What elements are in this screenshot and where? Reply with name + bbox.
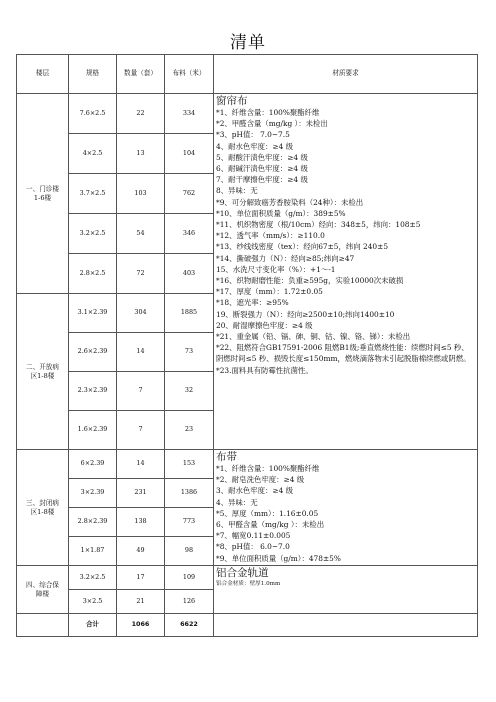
page-title: 清单 [230, 33, 266, 53]
material-line: *1、纤维含量：100%聚酯纤维 [216, 464, 320, 473]
material-line: 6、甲醛含量（mg/kg ）：未检出 [216, 520, 325, 530]
spec-cell: 3.2×2.5 [69, 214, 117, 254]
inventory-table [16, 54, 478, 637]
spec-cell: 3.7×2.5 [69, 174, 117, 214]
material-line: 4、异味：无 [216, 497, 258, 507]
floor-cell-open-ward: 二、开放病 区1-8楼 [17, 294, 69, 450]
spec-cell: 1×1.87 [69, 537, 117, 566]
material-line: *21、重金属（铅、镉、砷、铜、钴、镍、铬、锑）：未检出 [216, 332, 411, 342]
rail-material-requirements [214, 566, 478, 614]
fabric-cell: 1885 [165, 294, 214, 333]
material-line: 20、耐湿摩擦色牢度：≥4 级 [216, 320, 313, 330]
header-spec: 规格 [69, 55, 117, 94]
material-line: 5、耐酸汗渍色牢度：≥4 级 [216, 152, 308, 162]
material-line: *2、耐皂洗色牢度：≥4 级 [216, 475, 305, 485]
strap-heading: 布带 [216, 451, 237, 463]
material-line: 铝合金材质：壁厚1.0mm [216, 581, 281, 587]
spec-cell: 4×2.5 [69, 134, 117, 174]
qty-cell: 14 [117, 333, 165, 372]
fabric-cell: 23 [165, 411, 214, 450]
spec-cell: 2.8×2.5 [69, 254, 117, 294]
spec-cell: 7.6×2.5 [69, 94, 117, 134]
fabric-cell: 126 [165, 590, 214, 614]
fabric-cell: 1386 [165, 479, 214, 508]
header-fabric: 布料（米） [165, 55, 214, 94]
spec-cell: 2.8×2.39 [69, 508, 117, 537]
material-line: 8、异味：无 [216, 186, 258, 196]
qty-cell: 231 [117, 479, 165, 508]
material-line: 15、水洗尺寸变化率（%）：+1～-1 [216, 264, 336, 274]
material-line: *17、厚度（mm）：1.72±0.05 [216, 287, 323, 297]
material-line: *2、甲醛含量（mg/kg ）：未检出 [216, 119, 328, 129]
material-line: *10、单位面积质量（g/m）：389±5% [216, 208, 346, 218]
total-fabric: 6622 [165, 614, 214, 637]
curtain-heading: 窗帘布 [216, 95, 248, 107]
material-line: *3、pH值： 7.0~7.5 [216, 130, 290, 140]
fabric-cell: 334 [165, 94, 214, 134]
material-line: *9、可分解致癌芳香胺染料（24种）：未检出 [216, 197, 364, 207]
material-line: *18、遮光率：≥95% [216, 298, 289, 308]
qty-cell: 304 [117, 294, 165, 333]
spec-cell: 2.3×2.39 [69, 372, 117, 411]
material-line: *23.面料具有防霉性抗菌性。 [216, 365, 313, 375]
material-line: 6、耐碱汗渍色牢度：≥4 级 [216, 164, 308, 174]
qty-cell: 7 [117, 372, 165, 411]
fabric-cell: 104 [165, 134, 214, 174]
qty-cell: 72 [117, 254, 165, 294]
material-line: 7、耐干摩擦色牢度：≥4 级 [216, 175, 308, 185]
header-material: 材质要求 [214, 55, 478, 94]
table-row [17, 450, 478, 479]
total-qty: 1066 [117, 614, 165, 637]
table-row [17, 94, 478, 134]
total-label: 合计 [69, 614, 117, 637]
material-line: 19、断裂强力（N）：经向≥2500±10;纬向1400±10 [216, 309, 395, 319]
material-line: *14、撕破强力（N）：经向≥85;纬向≥47 [216, 253, 355, 263]
floor-cell-outpatient: 一、门诊楼 1-6楼 [17, 94, 69, 294]
material-line: *13、纱线线密度（tex）：经向67±5，纬向 240±5 [216, 242, 389, 252]
fabric-cell: 773 [165, 508, 214, 537]
spec-cell: 3.2×2.5 [69, 566, 117, 590]
qty-cell: 21 [117, 590, 165, 614]
fabric-cell: 762 [165, 174, 214, 214]
qty-cell: 138 [117, 508, 165, 537]
material-line: *7、幅宽0.11±0.005 [216, 531, 291, 541]
material-line: 4、耐水色牢度：≥4 级 [216, 141, 294, 151]
material-line: 3、耐水色牢度：≥4 级 [216, 486, 294, 496]
spec-cell: 6×2.39 [69, 450, 117, 479]
spec-cell: 3×2.39 [69, 479, 117, 508]
spec-cell: 3.1×2.39 [69, 294, 117, 333]
material-line: *16、织物耐磨性能：负重≥595g，实验10000次未破损 [216, 276, 404, 286]
curtain-material-requirements [214, 94, 478, 450]
fabric-cell: 403 [165, 254, 214, 294]
qty-cell: 49 [117, 537, 165, 566]
qty-cell: 17 [117, 566, 165, 590]
qty-cell: 54 [117, 214, 165, 254]
material-line: *12、透气率（mm/s）：≥110.0 [216, 231, 325, 241]
total-row [17, 614, 478, 637]
floor-cell-support-building: 四、综合保 障楼 [17, 566, 69, 614]
header-row [17, 55, 478, 94]
fabric-cell: 109 [165, 566, 214, 590]
qty-cell: 7 [117, 411, 165, 450]
total-material-empty [214, 614, 478, 637]
material-line: *8、pH值： 6.0~7.0 [216, 542, 290, 552]
rail-heading: 铝合金轨道 [216, 567, 269, 579]
fabric-cell: 73 [165, 333, 214, 372]
header-floor: 楼层 [17, 55, 69, 94]
material-line: *11、机织物密度（根/10cm）经向：348±5，纬向：108±5 [216, 220, 421, 230]
fabric-cell: 32 [165, 372, 214, 411]
material-line: *22、阻燃符合GB17591-2006 阻燃B1级;垂直燃烧性能：续燃时间≤5 秒、阴燃时间≤5 秒、损毁长度≤150mm，燃烧滴落物未引起脱脂棉续燃或阴燃。 [216, 343, 471, 364]
qty-cell: 22 [117, 94, 165, 134]
material-line: *9、单位面积质量（g/m）：478±5% [216, 553, 341, 563]
fabric-cell: 98 [165, 537, 214, 566]
spec-cell: 3×2.5 [69, 590, 117, 614]
floor-cell-closed-ward: 三、封闭病 区1-8楼 [17, 450, 69, 566]
material-line: *5、厚度（mm）：1.16±0.05 [216, 508, 319, 518]
spec-cell: 1.6×2.39 [69, 411, 117, 450]
material-line: *1、纤维含量：100%聚酯纤维 [216, 108, 320, 117]
qty-cell: 14 [117, 450, 165, 479]
strap-material-requirements [214, 450, 478, 566]
total-empty-cell [17, 614, 69, 637]
fabric-cell: 153 [165, 450, 214, 479]
table-row [17, 566, 478, 590]
spec-cell: 2.6×2.39 [69, 333, 117, 372]
fabric-cell: 346 [165, 214, 214, 254]
header-qty: 数量（套） [117, 55, 165, 94]
qty-cell: 103 [117, 174, 165, 214]
qty-cell: 13 [117, 134, 165, 174]
